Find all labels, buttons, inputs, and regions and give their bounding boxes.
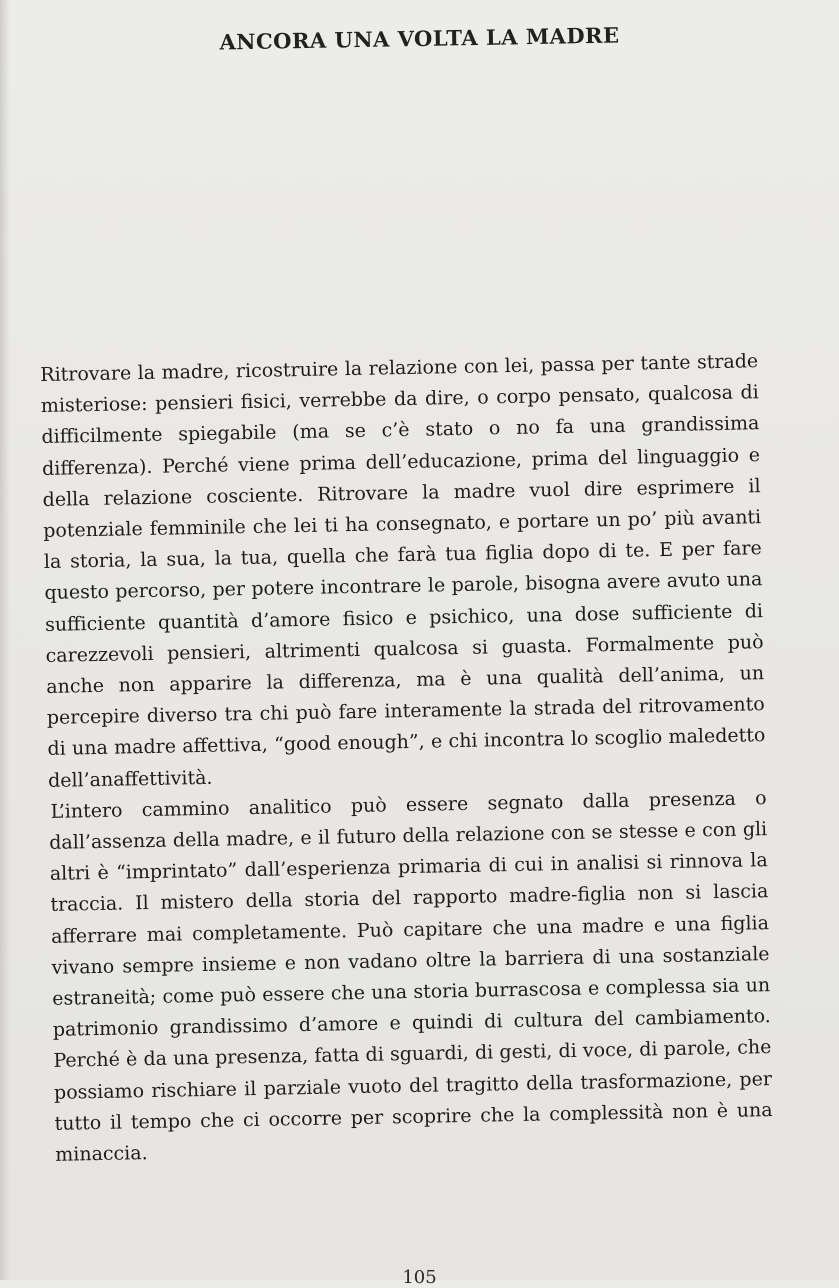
paragraph-2: L’intero cammino analitico può essere segnato dalla presenza o dall’assenza della madre, e il futuro della relazione con se stesse e con gli altri è “imprintato” dall’esperienza primaria di cui in analisi si rinnova la traccia. Il mistero della storia del rapporto madre-figlia non si lascia afferrare mai completamente. Può capitare che una madre e una figlia vivano sempre insieme e non vadano oltre la barriera di una sostanziale estraneità; come può essere che una storia burrascosa e complessa sia un patrimonio grandissimo d’amore e quindi di cultura del cambiamento. Perché è da una presenza, fatta di sguardi, di gesti, di voce, di parole, che possiamo rischiare il parziale vuoto del tragitto della trasformazione, per tutto il tempo che ci occorre per scoprire che la complessità non è una minaccia. xyxy=(49,786,773,1166)
running-head: ANCORA UNA VOLTA LA MADRE xyxy=(219,22,620,55)
paragraph-1: Ritrovare la madre, ricostruire la relazione con lei, passa per tante strade misteriose: pensieri fisici, verrebbe da dire, o corpo pensato, qualcosa di difficilmente spiegabile (ma se c’è stato o no fa una grandissima differenza). Perché viene prima dell’educazione, prima del linguaggio e della relazione cosciente. Ritrovare la madre vuol dire esprimere il potenziale femminile che lei ti ha consegnato, e portare un po’ più avanti la storia, la sua, la tua, quella che farà tua figlia dopo di te. E per fare questo percorso, per potere incontrare le parole, bisogna avere avuto una sufficiente quantità d’amore fisico e psichico, una dose sufficiente di carezzevoli pensieri, altrimenti qualcosa si guasta. Formalmente può anche non apparire la differenza, ma è una qualità dell’anima, un percepire diverso tra chi può fare interamente la strada del ritrovamento di una madre affettiva, “good enough”, e chi incontra lo scoglio maledetto dell’anaffettività. xyxy=(40,350,766,792)
page-number: 105 xyxy=(402,1267,437,1288)
page-gutter-shadow xyxy=(0,0,10,1280)
body-text xyxy=(40,346,773,1171)
